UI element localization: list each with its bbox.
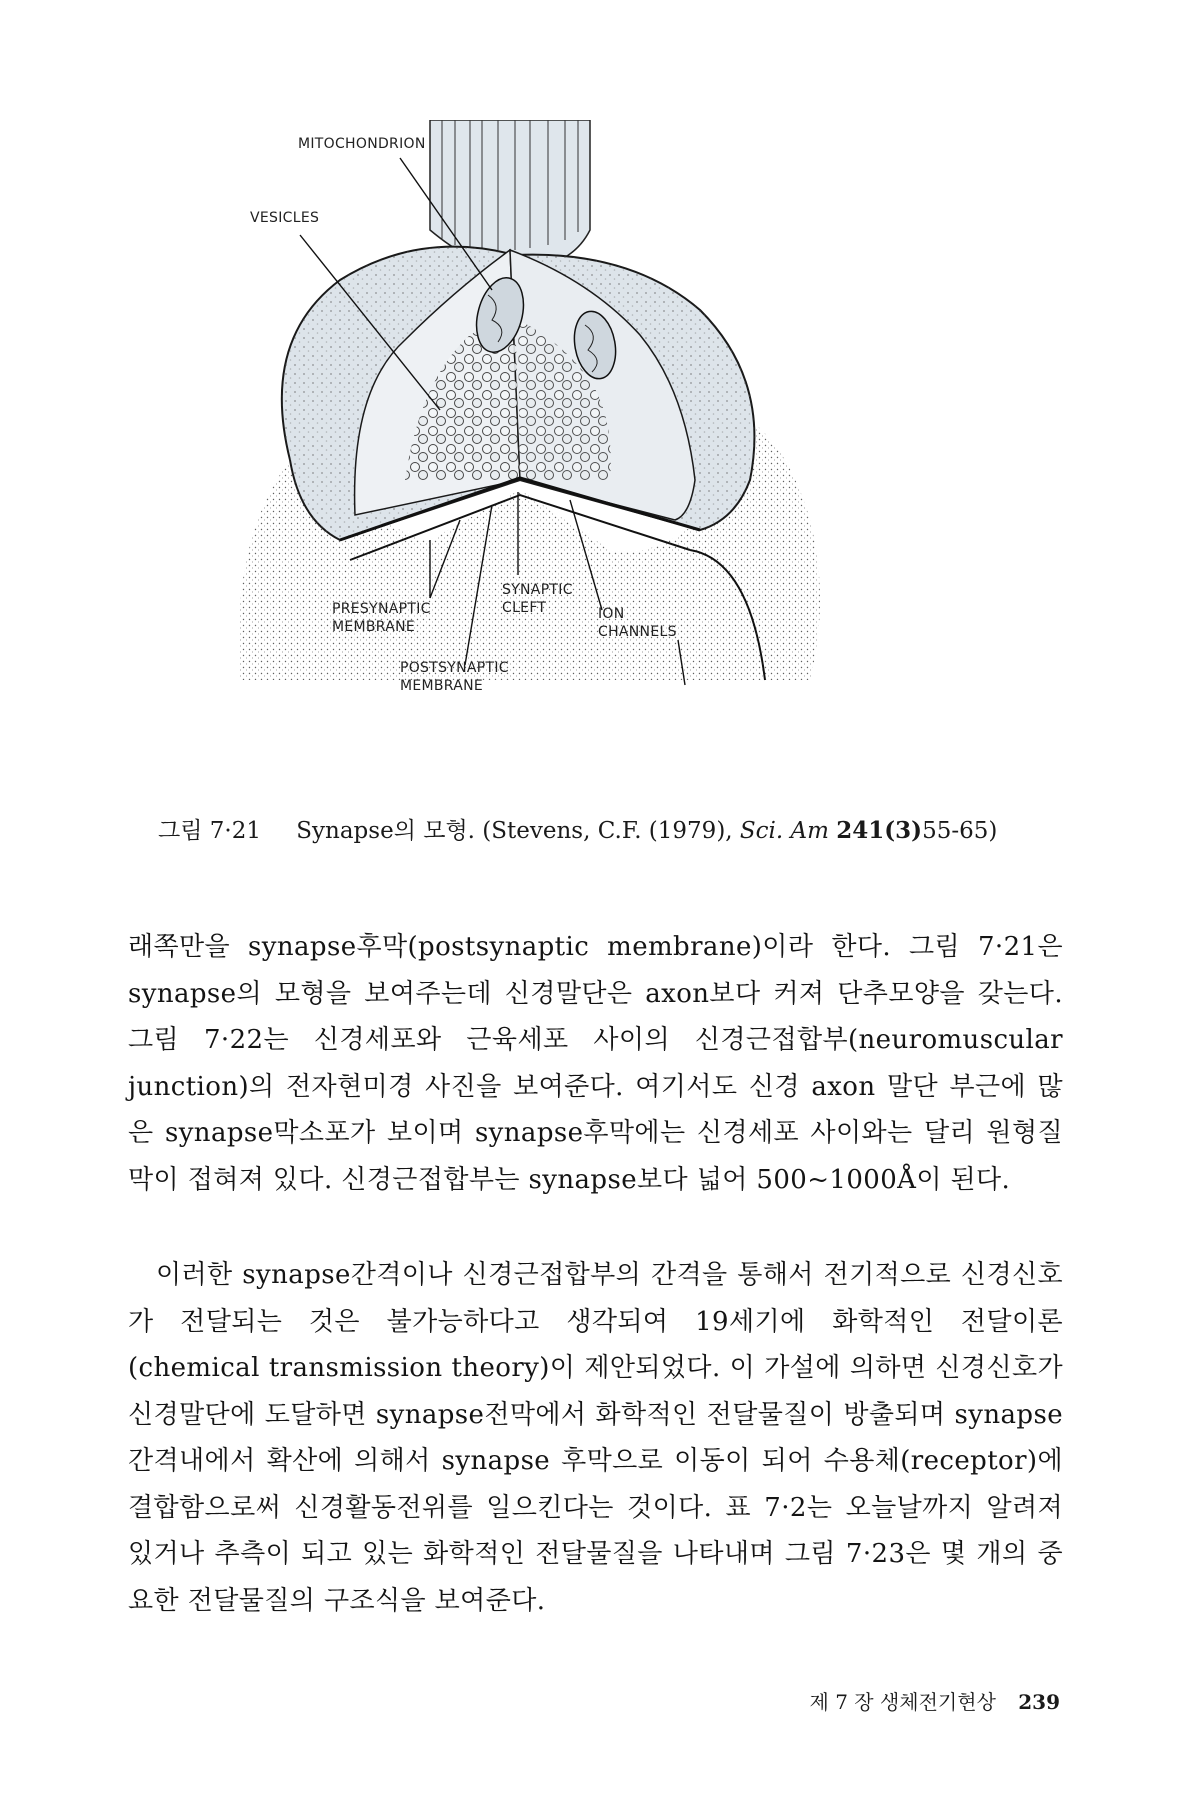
page-footer [700, 1686, 1060, 1715]
label-presynaptic-2: MEMBRANE [332, 619, 416, 635]
body-paragraph-1: 래쪽만을 synapse후막(postsynaptic membrane)이라 한다. 그림 7·21은 synapse의 모형을 보여주는데 신경말단은 axon보다 커져 단추모양을 갖는다. 그림 7·22는 신경세포와 근육세포 사이의 신경근접합부(neuromuscular junction)의 전자현미경 사진을 보여준다. 여기서도 신경 axon 말단 부근에 많은 synapse막소포가 보이며 synapse후막에는 신경세포 사이와는 달리 원형질막이 접혀져 있다. 신경근접합부는 synapse보다 넓어 500~1000Å이 된다. [128, 932, 1063, 1195]
label-presynaptic-1: PRESYNAPTIC [332, 601, 431, 617]
label-synaptic-1: SYNAPTIC [502, 582, 573, 598]
footer-chapter-title: 생체전기현상 [879, 1690, 996, 1714]
footer-chapter: 제 7 장 [809, 1690, 874, 1714]
synapse-illustration [230, 120, 990, 810]
caption-journal-sci: Sci. [739, 818, 784, 844]
caption-title: Synapse의 모형. [296, 818, 475, 844]
label-ion-2: CHANNELS [598, 624, 677, 640]
page-number: 239 [1018, 1690, 1060, 1714]
caption-volume: 241(3) [836, 817, 923, 844]
label-synaptic-2: CLEFT [502, 600, 547, 616]
label-vesicles: VESICLES [250, 210, 320, 226]
caption-citation: (Stevens, C.F. (1979), [482, 818, 733, 844]
label-ion-1: ION [598, 606, 625, 622]
body-paragraph-2: 이러한 synapse간격이나 신경근접합부의 간격을 통해서 전기적으로 신경신호가 전달되는 것은 불가능하다고 생각되여 19세기에 화학적인 전달이론(chemical transmission theory)이 제안되었다. 이 가설에 의하면 신경신호가 신경말단에 도달하면 synapse전막에서 화학적인 전달물질이 방출되며 synapse간격내에서 확산에 의해서 synapse 후막으로 이동이 되어 수용체(receptor)에 결합함으로써 신경활동전위를 일으킨다는 것이다. 표 7·2는 오늘날까지 알려져 있거나 추측이 되고 있는 화학적인 전달물질을 나타내며 그림 7·23은 몇 개의 중요한 전달물질의 구조식을 보여준다. [128, 1260, 1063, 1616]
figure-caption [158, 812, 1058, 845]
label-postsynaptic-1: POSTSYNAPTIC [400, 660, 509, 676]
label-postsynaptic-2: MEMBRANE [400, 678, 484, 694]
caption-journal-am: Am [790, 818, 829, 844]
caption-number: 그림 7·21 [158, 818, 261, 844]
axon-stalk [430, 120, 590, 260]
synapse-figure [230, 120, 990, 810]
label-mitochondrion: MITOCHONDRION [298, 136, 426, 152]
caption-pages: 55-65) [922, 818, 998, 844]
